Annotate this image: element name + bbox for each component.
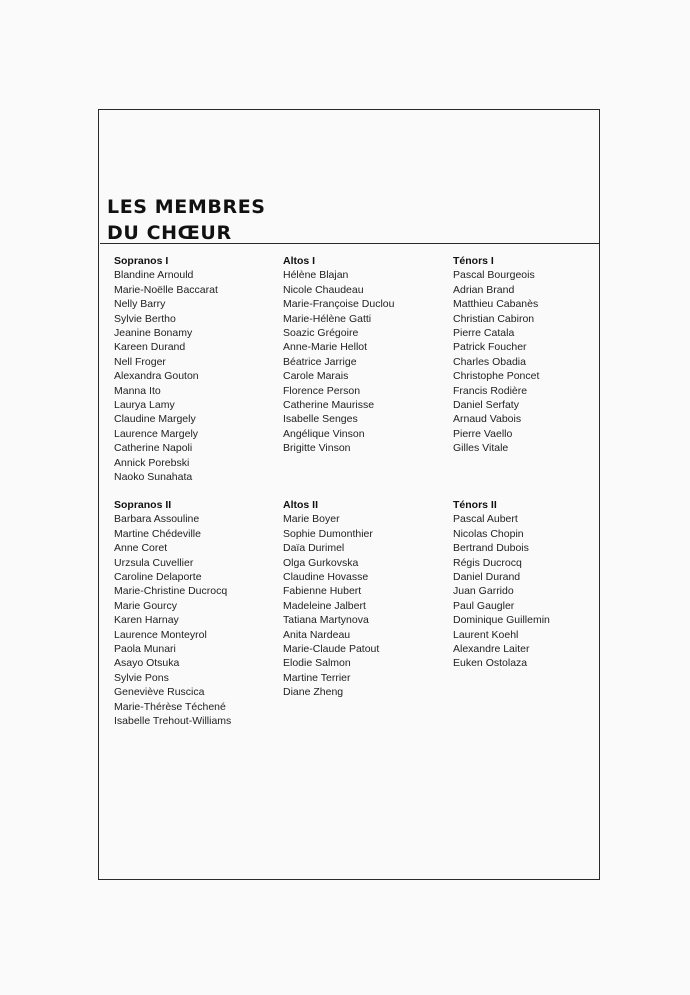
member-name: Sophie Dumonthier <box>283 527 373 540</box>
section-heading: Sopranos I <box>114 255 169 267</box>
member-name: Alexandra Gouton <box>114 370 199 383</box>
member-name: Sylvie Pons <box>114 671 169 684</box>
member-name: Annick Porebski <box>114 456 190 469</box>
member-name: Nelly Barry <box>114 298 166 311</box>
member-name: Francis Rodière <box>453 384 528 397</box>
member-name: Daniel Durand <box>453 571 521 584</box>
member-name: Tatiana Martynova <box>283 614 369 627</box>
member-name: Adrian Brand <box>453 283 515 296</box>
member-name: Hélène Blajan <box>283 269 349 282</box>
member-name: Patrick Foucher <box>453 341 527 354</box>
member-name: Gilles Vitale <box>453 442 509 455</box>
section-tenors-2 <box>453 498 550 671</box>
member-name: Marie Gourcy <box>114 599 178 612</box>
title-line-2: DU CHŒUR <box>107 222 232 244</box>
member-name: Laurent Koehl <box>453 628 519 641</box>
section-heading: Ténors I <box>453 255 494 267</box>
member-name: Paola Munari <box>114 643 176 656</box>
member-name: Olga Gurkovska <box>283 556 359 569</box>
page-title <box>107 194 266 246</box>
member-name: Pierre Catala <box>453 327 515 340</box>
member-name: Christian Cabiron <box>453 312 535 325</box>
member-name: Brigitte Vinson <box>283 442 351 455</box>
section-sopranos-2 <box>114 498 231 729</box>
member-name: Barbara Assouline <box>114 513 200 526</box>
member-name: Claudine Hovasse <box>283 571 369 584</box>
member-name: Marie Boyer <box>283 513 340 526</box>
section-heading: Altos II <box>283 499 319 511</box>
member-name: Diane Zheng <box>283 686 344 699</box>
member-name: Carole Marais <box>283 370 349 383</box>
member-name: Matthieu Cabanès <box>453 298 539 311</box>
member-name: Marie-Christine Ducrocq <box>114 585 228 598</box>
section-heading: Ténors II <box>453 499 497 511</box>
member-name: Marie-Claude Patout <box>283 643 380 656</box>
section-tenors-1 <box>453 254 539 456</box>
member-list <box>283 268 394 455</box>
member-name: Daïa Durimel <box>283 542 345 555</box>
member-name: Catherine Napoli <box>114 442 193 455</box>
member-name: Catherine Maurisse <box>283 399 375 412</box>
member-name: Kareen Durand <box>114 341 186 354</box>
member-name: Daniel Serfaty <box>453 399 519 412</box>
member-name: Sylvie Bertho <box>114 312 176 325</box>
member-list <box>453 268 539 455</box>
member-name: Laurence Margely <box>114 427 199 440</box>
member-name: Laurence Monteyrol <box>114 628 207 641</box>
member-name: Juan Garrido <box>453 585 514 598</box>
member-name: Elodie Salmon <box>283 657 351 670</box>
member-name: Claudine Margely <box>114 413 196 426</box>
member-name: Marie-Françoise Duclou <box>283 298 395 311</box>
member-name: Dominique Guillemin <box>453 614 550 627</box>
member-name: Urzsula Cuvellier <box>114 556 194 569</box>
member-name: Geneviève Ruscica <box>114 686 205 699</box>
member-name: Anne-Marie Hellot <box>283 341 368 354</box>
section-sopranos-1 <box>114 254 218 485</box>
section-heading: Sopranos II <box>114 499 172 511</box>
member-name: Martine Chédeville <box>114 527 201 540</box>
member-name: Anne Coret <box>114 542 168 555</box>
title-line-1: LES MEMBRES <box>107 196 266 218</box>
section-altos-1 <box>283 254 394 456</box>
member-name: Florence Person <box>283 384 361 397</box>
member-name: Pascal Aubert <box>453 513 518 526</box>
member-list <box>114 268 218 484</box>
member-name: Anita Nardeau <box>283 628 351 641</box>
member-name: Karen Harnay <box>114 614 179 627</box>
member-name: Charles Obadia <box>453 355 526 368</box>
member-name: Madeleine Jalbert <box>283 599 366 612</box>
member-name: Blandine Arnould <box>114 269 194 282</box>
member-name: Paul Gaugler <box>453 599 515 612</box>
member-name: Laurya Lamy <box>114 399 175 412</box>
member-name: Bertrand Dubois <box>453 542 529 555</box>
member-name: Naoko Sunahata <box>114 471 193 484</box>
member-name: Jeanine Bonamy <box>114 327 193 340</box>
member-name: Caroline Delaporte <box>114 571 202 584</box>
member-name: Isabelle Senges <box>283 413 358 426</box>
member-list <box>114 512 231 728</box>
member-name: Marie-Noëlle Baccarat <box>114 283 218 296</box>
member-name: Béatrice Jarrige <box>283 355 357 368</box>
member-name: Christophe Poncet <box>453 370 540 383</box>
member-name: Nicole Chaudeau <box>283 283 364 296</box>
member-list <box>283 512 379 699</box>
member-name: Martine Terrier <box>283 671 351 684</box>
member-name: Euken Ostolaza <box>453 657 528 670</box>
member-name: Arnaud Vabois <box>453 413 522 426</box>
member-name: Marie-Hélène Gatti <box>283 312 372 325</box>
member-name: Isabelle Trehout-Williams <box>114 715 232 728</box>
member-name: Angélique Vinson <box>283 427 365 440</box>
section-heading: Altos I <box>283 255 316 267</box>
member-name: Fabienne Hubert <box>283 585 362 598</box>
member-name: Nicolas Chopin <box>453 527 524 540</box>
member-list <box>453 512 550 670</box>
member-name: Asayo Otsuka <box>114 657 180 670</box>
member-name: Régis Ducrocq <box>453 556 522 569</box>
member-name: Nell Froger <box>114 355 166 368</box>
title-divider <box>100 243 599 244</box>
member-name: Marie-Thérèse Téchené <box>114 700 226 713</box>
member-name: Pierre Vaello <box>453 427 513 440</box>
section-altos-2 <box>283 498 379 700</box>
member-name: Alexandre Laiter <box>453 643 530 656</box>
member-name: Manna Ito <box>114 384 161 397</box>
member-name: Soazic Grégoire <box>283 327 359 340</box>
member-name: Pascal Bourgeois <box>453 269 535 282</box>
